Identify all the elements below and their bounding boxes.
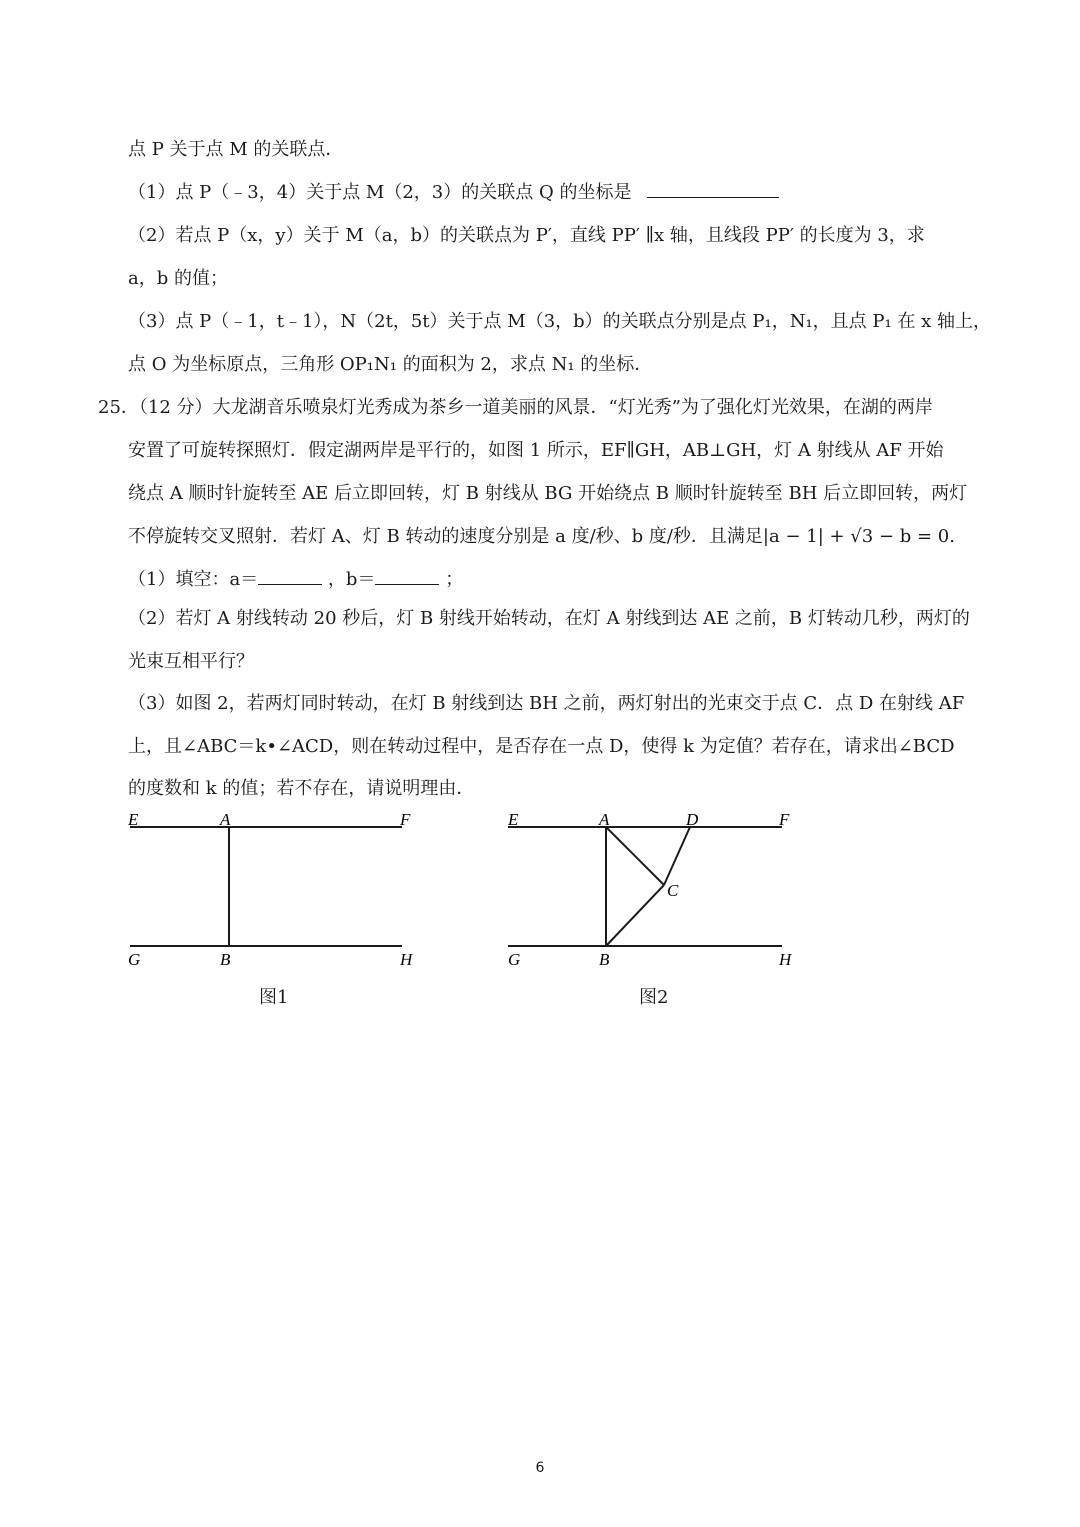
question-25-line-7: 光束互相平行？ [128,651,254,672]
answer-blank-b [375,566,439,585]
label-F: F [400,810,411,829]
answer-blank-a [258,566,322,585]
label-C: C [667,881,679,900]
text-line-1: 点 P 关于点 M 的关联点． [128,139,344,160]
figure-2 [500,805,810,975]
label-H: H [400,950,413,969]
text-line-6: 点 O 为坐标原点，三角形 OP₁N₁ 的面积为 2，求点 N₁ 的坐标． [128,354,653,375]
line-AC [606,827,664,885]
question-25-line-9: 上，且∠ABC＝k•∠ACD，则在转动过程中，是否存在一点 D，使得 k 为定值？若存在，请求出∠BCD [128,736,955,757]
question-1-text: （1）点 P（﹣3，4）关于点 M（2，3）的关联点 Q 的坐标是 [128,182,632,203]
question-25-line-1: 25．（12 分）大龙湖音乐喷泉灯光秀成为茶乡一道美丽的风景．“灯光秀”为了强化灯光效果，在湖的两岸 [98,397,933,418]
label-B: B [220,950,231,969]
question-25-fill-line [128,566,463,594]
text-line-3: （2）若点 P（x，y）关于 M（a，b）的关联点为 P′，直线 PP′ ∥x 轴，且线段 PP′ 的长度为 3，求 [128,225,925,246]
fill-end: ； [445,569,464,590]
text-line-4: a，b 的值； [128,268,228,289]
question-25-line-3: 绕点 A 顺时针旋转至 AE 后立即回转，灯 B 射线从 BG 开始绕点 B 顺时针旋转至 BH 后立即回转，两灯 [128,483,968,504]
label-A: A [220,810,231,829]
label-G: G [508,950,521,969]
figure-2-caption: 图2 [639,987,669,1008]
figure-1 [120,805,430,975]
question-25-line-4: 不停旋转交叉照射．若灯 A、灯 B 转动的速度分别是 a 度/秒、b 度/秒．且满足|a − 1| + √3 − b = 0. [128,526,955,547]
text-line-2 [128,179,779,207]
label-H: H [779,950,792,969]
question-25-line-6: （2）若灯 A 射线转动 20 秒后，灯 B 射线开始转动，在灯 A 射线到达 AE 之前，B 灯转动几秒，两灯的 [128,608,970,629]
label-F: F [779,810,790,829]
fill-a-label: （1）填空：a＝ [128,569,259,590]
label-A: A [599,810,610,829]
question-25-line-8: （3）如图 2，若两灯同时转动，在灯 B 射线到达 BH 之前，两灯射出的光束交于点 C．点 D 在射线 AF [128,693,965,714]
figure-1-caption: 图1 [259,987,289,1008]
label-G: G [128,950,141,969]
label-E: E [128,810,139,829]
label-E: E [508,810,519,829]
line-BC [606,885,664,946]
label-B: B [599,950,610,969]
line-CD [664,827,690,885]
question-25-line-10: 的度数和 k 的值；若不存在，请说明理由． [128,778,475,799]
text-line-5: （3）点 P（﹣1，t﹣1），N（2t，5t）关于点 M（3，b）的关联点分别是点 P₁，N₁，且点 P₁ 在 x 轴上， [128,311,992,332]
fill-b-label: ，b＝ [327,569,376,590]
question-25-line-2: 安置了可旋转探照灯．假定湖两岸是平行的，如图 1 所示，EF∥GH，AB⊥GH，灯 A 射线从 AF 开始 [128,440,944,461]
label-D: D [686,810,699,829]
answer-blank-q [647,179,779,198]
page-number: 6 [535,1460,545,1476]
